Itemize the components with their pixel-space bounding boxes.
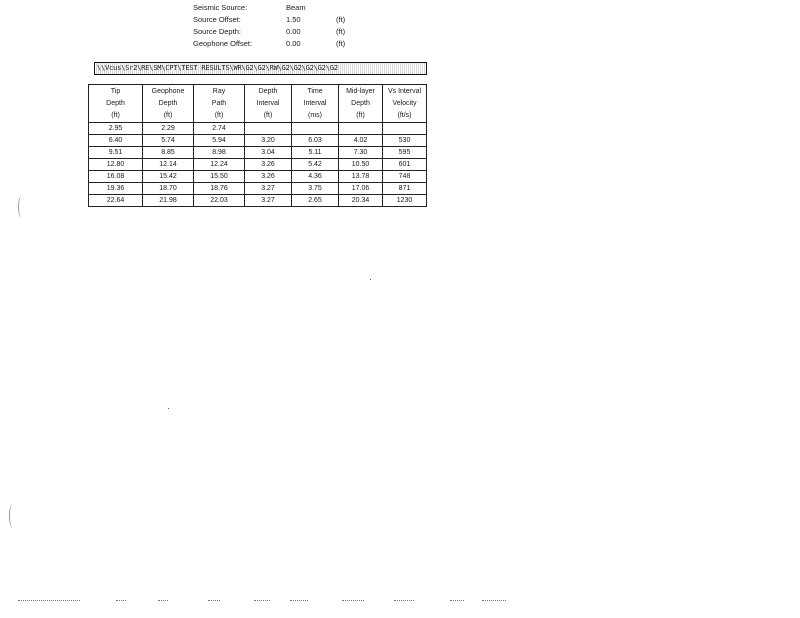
header-line: Depth — [106, 99, 125, 107]
header-line: Geophone — [151, 87, 185, 95]
header-line: Path — [211, 99, 227, 107]
cell-vs-velocity: 1230 — [383, 195, 427, 207]
scan-dash — [342, 600, 364, 601]
param-unit: (ft) — [336, 39, 346, 48]
cell-mid-layer-depth: 13.78 — [339, 171, 383, 183]
cell-vs-velocity: 595 — [383, 147, 427, 159]
binder-hole-mark-upper — [18, 196, 25, 218]
header-line: Tip — [110, 87, 121, 95]
cell-vs-velocity: 601 — [383, 159, 427, 171]
header-line: (ft) — [214, 111, 224, 119]
param-value: 0.00 — [286, 27, 301, 36]
scan-dash — [290, 600, 308, 601]
cell-ray-path: 5.94 — [194, 135, 245, 147]
cell-ray-path: 22.03 — [194, 195, 245, 207]
header-row — [89, 85, 427, 123]
header-mid-layer-depth — [339, 85, 383, 123]
cell-geophone-depth: 12.14 — [143, 159, 194, 171]
cell-tip-depth: 9.51 — [89, 147, 143, 159]
scan-speck — [370, 279, 371, 280]
header-line: Velocity — [392, 99, 417, 107]
cell-vs-velocity: 530 — [383, 135, 427, 147]
cell-tip-depth: 2.95 — [89, 123, 143, 135]
param-row-seismic-source — [193, 2, 393, 14]
scan-dash — [254, 600, 270, 601]
header-line: (ft) — [111, 111, 120, 119]
cell-vs-velocity: 871 — [383, 183, 427, 195]
cell-time-interval: 3.75 — [292, 183, 339, 195]
header-time-interval — [292, 85, 339, 123]
cell-tip-depth: 6.40 — [89, 135, 143, 147]
cell-time-interval: 4.36 — [292, 171, 339, 183]
table-row — [89, 195, 427, 207]
cell-mid-layer-depth: 17.06 — [339, 183, 383, 195]
cell-depth-interval: 3.04 — [245, 147, 292, 159]
cell-vs-velocity: 748 — [383, 171, 427, 183]
cell-depth-interval: 3.20 — [245, 135, 292, 147]
cell-time-interval: 5.42 — [292, 159, 339, 171]
header-line: Interval — [256, 99, 280, 107]
cell-geophone-depth: 18.70 — [143, 183, 194, 195]
param-label: Geophone Offset: — [193, 39, 253, 48]
cell-geophone-depth: 21.98 — [143, 195, 194, 207]
table-row — [89, 123, 427, 135]
table-row — [89, 159, 427, 171]
results-table-body — [89, 123, 427, 207]
param-unit: (ft) — [336, 15, 346, 24]
param-label: Source Offset: — [193, 15, 241, 24]
file-path-banner: \\Vcus\Sr2\RE\SM\CPT\TEST RESULTS\WR\G2\G2\RW\G2\G2\G2\G2\G2 — [94, 62, 427, 75]
scan-dash — [208, 600, 220, 601]
results-table — [88, 84, 427, 207]
header-line: Depth — [158, 99, 178, 107]
cell-depth-interval — [245, 123, 292, 135]
cell-time-interval: 6.03 — [292, 135, 339, 147]
cell-tip-depth: 16.08 — [89, 171, 143, 183]
header-line: Interval — [303, 99, 327, 107]
parameters-block — [193, 2, 393, 50]
binder-hole-mark-lower — [9, 504, 16, 528]
cell-depth-interval: 3.26 — [245, 171, 292, 183]
cell-ray-path: 12.24 — [194, 159, 245, 171]
header-depth-interval — [245, 85, 292, 123]
header-line: (ft/s) — [397, 111, 412, 119]
scan-dash — [450, 600, 464, 601]
header-line: Ray — [212, 87, 226, 95]
param-label: Seismic Source: — [193, 3, 248, 12]
header-ray-path — [194, 85, 245, 123]
header-line: Mid-layer — [346, 87, 375, 95]
scan-dash — [482, 600, 506, 601]
param-row-geophone-offset — [193, 38, 393, 50]
header-line: (ft) — [163, 111, 173, 119]
cell-depth-interval: 3.27 — [245, 183, 292, 195]
param-value: 1.50 — [286, 15, 301, 24]
cell-mid-layer-depth: 7.30 — [339, 147, 383, 159]
param-row-source-depth — [193, 26, 393, 38]
cell-depth-interval: 3.26 — [245, 159, 292, 171]
header-line: (ms) — [308, 111, 322, 119]
header-line: Depth — [258, 87, 278, 95]
header-line: Vs Interval — [387, 87, 422, 95]
cell-mid-layer-depth: 4.02 — [339, 135, 383, 147]
scan-dash — [394, 600, 414, 601]
cell-geophone-depth: 5.74 — [143, 135, 194, 147]
cell-geophone-depth: 15.42 — [143, 171, 194, 183]
table-row — [89, 135, 427, 147]
cell-vs-velocity — [383, 123, 427, 135]
cell-geophone-depth: 2.29 — [143, 123, 194, 135]
cell-time-interval — [292, 123, 339, 135]
cell-tip-depth: 19.36 — [89, 183, 143, 195]
header-vs-interval-velocity — [383, 85, 427, 123]
cell-tip-depth: 12.80 — [89, 159, 143, 171]
param-value: Beam — [286, 3, 306, 12]
cell-tip-depth: 22.64 — [89, 195, 143, 207]
cell-mid-layer-depth: 10.50 — [339, 159, 383, 171]
cell-ray-path: 15.50 — [194, 171, 245, 183]
table-row — [89, 171, 427, 183]
scan-dash — [116, 600, 126, 601]
cell-ray-path: 18.76 — [194, 183, 245, 195]
scan-dash — [158, 600, 168, 601]
cell-time-interval: 5.11 — [292, 147, 339, 159]
table-row — [89, 183, 427, 195]
table-row — [89, 147, 427, 159]
cell-geophone-depth: 8.85 — [143, 147, 194, 159]
cell-mid-layer-depth: 20.34 — [339, 195, 383, 207]
header-geophone-depth — [143, 85, 194, 123]
header-line: Depth — [351, 99, 370, 107]
cell-ray-path: 2.74 — [194, 123, 245, 135]
header-line: Time — [307, 87, 323, 95]
header-line: (ft) — [263, 111, 273, 119]
cell-time-interval: 2.65 — [292, 195, 339, 207]
cell-ray-path: 8.98 — [194, 147, 245, 159]
param-row-source-offset — [193, 14, 393, 26]
scan-dash — [18, 600, 80, 601]
param-value: 0.00 — [286, 39, 301, 48]
scan-speck — [168, 408, 169, 409]
header-tip-depth — [89, 85, 143, 123]
param-unit: (ft) — [336, 27, 346, 36]
param-label: Source Depth: — [193, 27, 241, 36]
cell-mid-layer-depth — [339, 123, 383, 135]
results-table-header — [89, 85, 427, 123]
header-line: (ft) — [356, 111, 365, 119]
scan-noise-strip — [18, 598, 518, 604]
cell-depth-interval: 3.27 — [245, 195, 292, 207]
